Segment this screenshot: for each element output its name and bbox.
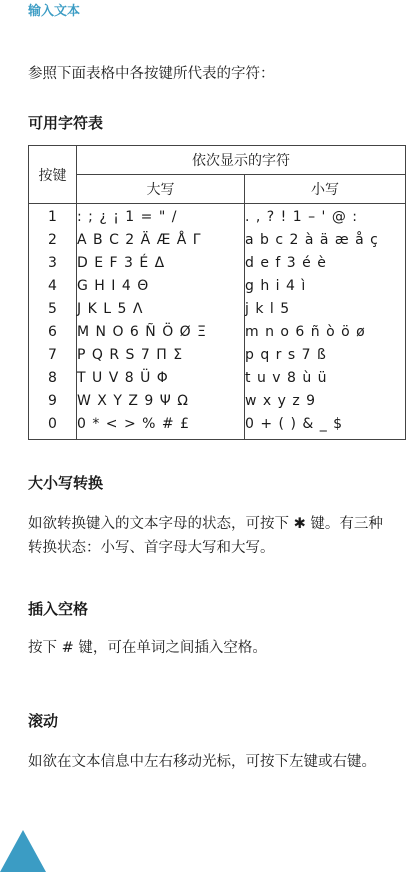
table-row <box>29 252 406 275</box>
character-table <box>28 145 406 440</box>
scroll-section-title: 滚动 <box>28 712 59 730</box>
table-row <box>29 413 406 440</box>
col-group-header: 依次显示的字符 <box>77 146 406 175</box>
table-row <box>29 204 406 230</box>
table-row <box>29 390 406 413</box>
lower-cell: a b c 2 à ä æ å ç <box>245 229 406 252</box>
key-cell: 1 <box>29 204 77 230</box>
upper-cell: 0 * < > % # £ <box>77 413 245 440</box>
lower-cell: g h i 4 ì <box>245 275 406 298</box>
upper-cell: D E F 3 É Δ <box>77 252 245 275</box>
lower-cell: w x y z 9 <box>245 390 406 413</box>
table-row <box>29 298 406 321</box>
key-cell: 2 <box>29 229 77 252</box>
page-corner-triangle <box>0 830 46 872</box>
lower-cell: t u v 8 ù ü <box>245 367 406 390</box>
upper-cell: : ; ¿ ¡ 1 = " / <box>77 204 245 230</box>
space-section-title: 插入空格 <box>28 600 89 618</box>
key-cell: 9 <box>29 390 77 413</box>
upper-cell: T U V 8 Ü Φ <box>77 367 245 390</box>
upper-cell: A B C 2 Ä Æ Å Γ <box>77 229 245 252</box>
col-lower-header: 小写 <box>245 175 406 204</box>
key-cell: 0 <box>29 413 77 440</box>
upper-cell: J K L 5 Λ <box>77 298 245 321</box>
intro-text: 参照下面表格中各按键所代表的字符： <box>28 66 275 82</box>
table-row <box>29 344 406 367</box>
upper-cell: W X Y Z 9 Ψ Ω <box>77 390 245 413</box>
upper-cell: P Q R S 7 Π Σ <box>77 344 245 367</box>
case-section-title: 大小写转换 <box>28 474 104 492</box>
upper-cell: M N O 6 Ñ Ö Ø Ξ <box>77 321 245 344</box>
key-cell: 4 <box>29 275 77 298</box>
col-upper-header: 大写 <box>77 175 245 204</box>
lower-cell: m n o 6 ñ ò ö ø <box>245 321 406 344</box>
table-row <box>29 229 406 252</box>
key-cell: 5 <box>29 298 77 321</box>
table-row <box>29 367 406 390</box>
table-section-title: 可用字符表 <box>28 114 104 132</box>
table-row <box>29 321 406 344</box>
table-row <box>29 275 406 298</box>
running-header: 输入文本 <box>28 4 81 19</box>
case-section-body: 如欲转换键入的文本字母的状态，可按下 ✱ 键。有三种转换状态：小写、首字母大写和大写。 <box>28 516 383 556</box>
lower-cell: j k l 5 <box>245 298 406 321</box>
lower-cell: d e f 3 é è <box>245 252 406 275</box>
scroll-section-body: 如欲在文本信息中左右移动光标，可按下左键或右键。 <box>28 754 376 770</box>
lower-cell: p q r s 7 ß <box>245 344 406 367</box>
key-cell: 6 <box>29 321 77 344</box>
key-cell: 8 <box>29 367 77 390</box>
space-section-body: 按下 # 键，可在单词之间插入空格。 <box>28 640 267 656</box>
key-cell: 3 <box>29 252 77 275</box>
lower-cell: . , ? ! 1 – ' @ : <box>245 204 406 230</box>
col-key-header: 按键 <box>29 146 77 204</box>
lower-cell: 0 + ( ) & _ $ <box>245 413 406 440</box>
upper-cell: G H I 4 Θ <box>77 275 245 298</box>
key-cell: 7 <box>29 344 77 367</box>
